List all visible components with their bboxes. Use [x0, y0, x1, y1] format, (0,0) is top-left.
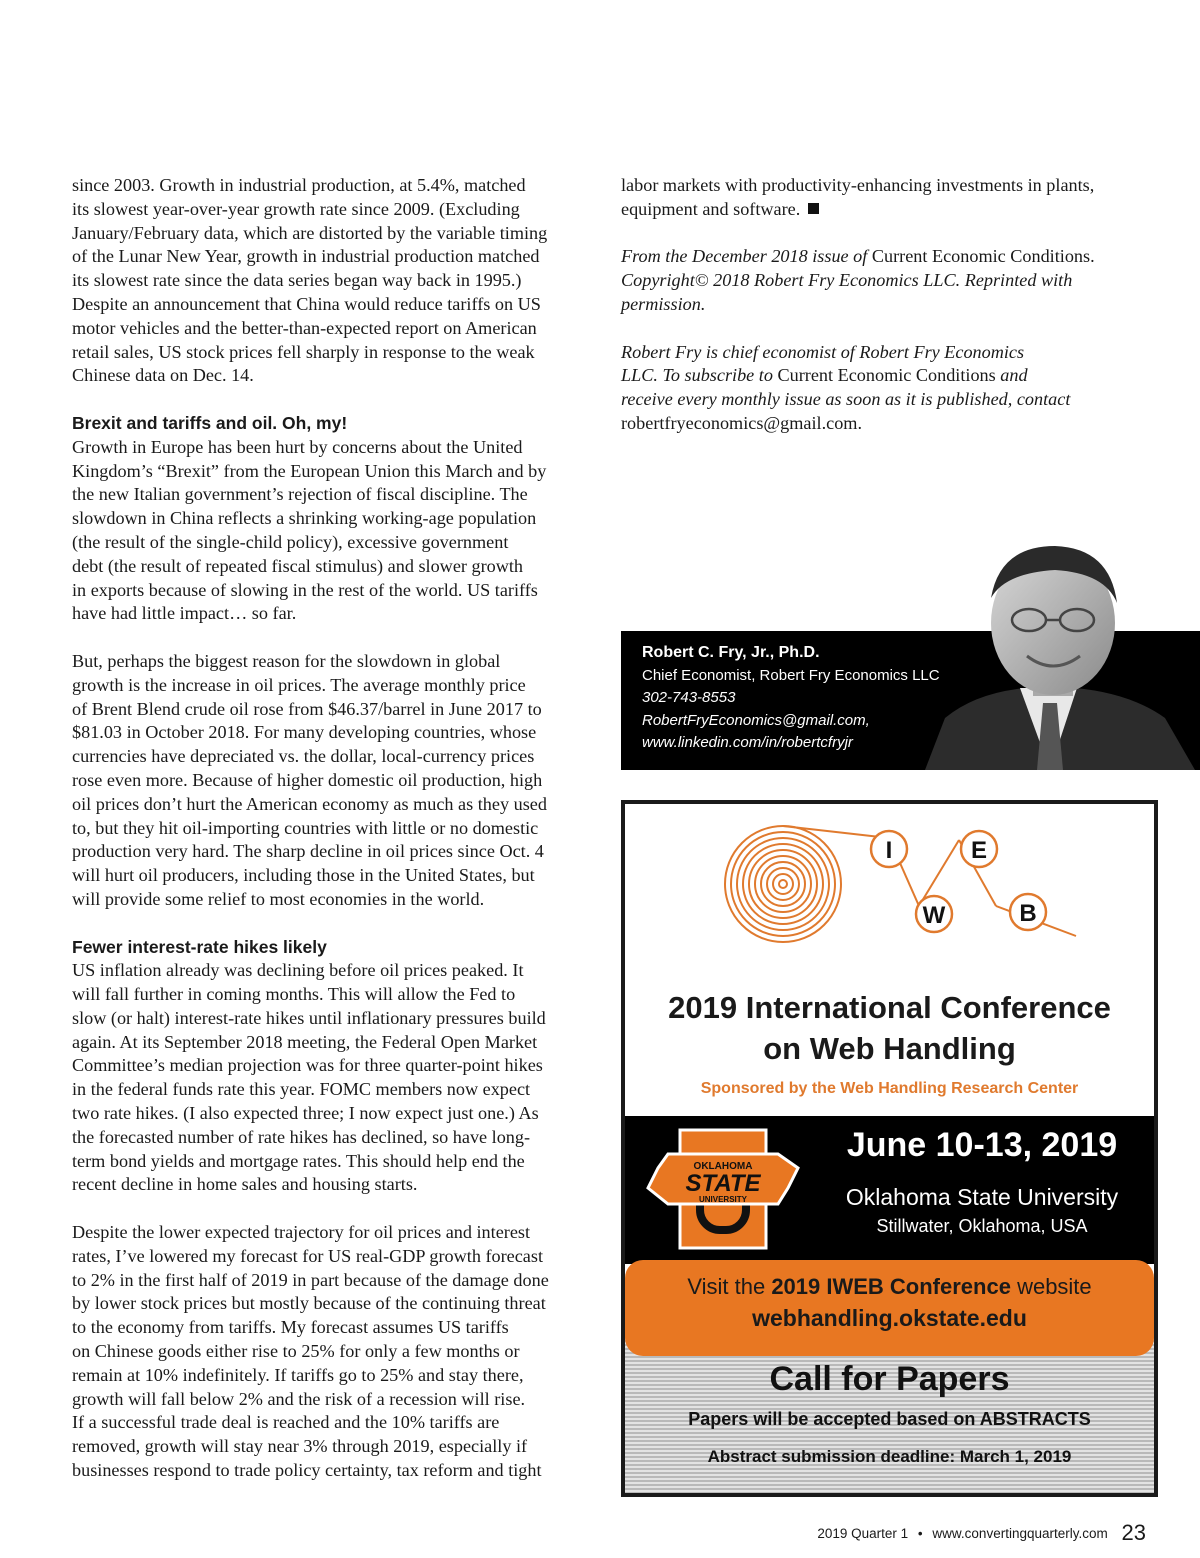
paragraph-line: Despite an announcement that China would reduce tariffs on US	[72, 293, 541, 314]
conference-ad	[621, 800, 1158, 1497]
event-location: Stillwater, Oklahoma, USA	[876, 1216, 1088, 1236]
visit-text: Visit the 2019 IWEB Conference website	[687, 1274, 1092, 1299]
paragraph-line: recent decline in home sales and housing starts.	[72, 1174, 418, 1195]
logo-letter: E	[970, 837, 988, 864]
paragraph-line: to the economy from tariffs. My forecast assumes US tariffs	[72, 1317, 509, 1338]
author-note: Robert Fry is chief economist of Robert Fry Economics LLC. To subscribe to Current Economic Conditions and receive every monthly issue as soon as it is published, contact robertfryeconomics@gmail.com.	[621, 341, 1181, 436]
conference-url-link[interactable]: webhandling.okstate.edu	[752, 1305, 1027, 1331]
paragraph-line: production very hard. The sharp decline in oil prices since Oct. 4	[72, 841, 544, 862]
author-phone[interactable]: 302-743-8553	[642, 689, 736, 706]
paragraph-line: the new Italian government’s rejection of fiscal discipline. The	[72, 484, 528, 505]
paragraph-line: retail sales, US stock prices fell sharply in response to the weak	[72, 341, 535, 362]
paragraph-oil-prices	[72, 650, 600, 912]
paragraph-line: equipment and software.	[621, 198, 1181, 222]
subheading-brexit: Brexit and tariffs and oil. Oh, my!	[72, 412, 348, 433]
author-contact	[642, 642, 940, 755]
paragraph-line: January/February data, which are distorted by the variable timing	[72, 222, 548, 243]
call-for-papers: Call for Papers	[769, 1360, 1010, 1398]
ad-event-band	[625, 1116, 1154, 1264]
paragraph-line: will fall further in coming months. This will allow the Fed to	[72, 984, 516, 1005]
event-university: Oklahoma State University	[845, 1184, 1119, 1210]
svg-text:STATE: STATE	[685, 1170, 761, 1197]
abstracts-note: Papers will be accepted based on ABSTRACTS	[688, 1409, 1091, 1429]
paragraph-line: its slowest rate since the data series began way back in 1995.)	[72, 270, 522, 291]
event-dates: June 10-13, 2019	[846, 1126, 1118, 1164]
subheading-rate-hikes: Fewer interest-rate hikes likely	[72, 936, 327, 957]
left-column	[72, 174, 600, 1483]
paragraph-line: Kingdom’s “Brexit” from the European Union this March and by	[72, 460, 547, 481]
page-footer	[0, 1520, 1146, 1546]
paragraph-line: will hurt oil producers, including those in the United States, but	[72, 865, 535, 886]
paragraph-line: have had little impact… so far.	[72, 603, 297, 624]
logo-letter: W	[922, 902, 946, 929]
paragraph-line: debt (the result of repeated fiscal stimulus) and slower growth	[72, 555, 524, 576]
paragraph-line: slow (or halt) interest-rate hikes until inflationary pressures build	[72, 1007, 546, 1028]
paragraph-europe-growth	[72, 436, 600, 626]
osu-seal-icon	[638, 1124, 808, 1254]
author-email-link[interactable]: robertfryeconomics@gmail.com.	[621, 412, 862, 433]
paragraph-line: since 2003. Growth in industrial production, at 5.4%, matched	[72, 175, 526, 195]
paragraph-line: to 2% in the first half of 2019 in part because of the damage done	[72, 1269, 549, 1290]
svg-text:UNIVERSITY: UNIVERSITY	[698, 1195, 748, 1204]
paragraph-line: Committee’s median projection was for three quarter-point hikes	[72, 1055, 543, 1076]
paragraph-line: on Chinese goods either rise to 25% for only a few months or	[72, 1341, 520, 1362]
paragraph-line: Growth in Europe has been hurt by concerns about the United	[72, 436, 523, 457]
paragraph-line: term bond yields and mortgage rates. This should help end the	[72, 1150, 525, 1171]
reprint-credit: From the December 2018 issue of Current Economic Conditions. Copyright© 2018 Robert Fry Economics LLC. Reprinted with permission.	[621, 246, 1095, 314]
paragraph-line: by lower stock prices but mostly because of the continuing threat	[72, 1293, 546, 1314]
footer-bullet: •	[917, 1526, 923, 1541]
paragraph-line: of Brent Blend crude oil rose from $46.37/barrel in June 2017 to	[72, 698, 542, 719]
site-link[interactable]: www.convertingquarterly.com	[932, 1526, 1108, 1541]
paragraph-line: Chinese data on Dec. 14.	[72, 365, 254, 386]
paragraph-line: motor vehicles and the better-than-expected report on American	[72, 317, 537, 338]
paragraph-line: will provide some relief to most economies in the world.	[72, 888, 485, 909]
author-linkedin[interactable]: www.linkedin.com/in/robertcfryjr	[642, 734, 853, 751]
paragraph-line: But, perhaps the biggest reason for the slowdown in global	[72, 650, 501, 671]
ad-sponsor: Sponsored by the Web Handling Research Center	[700, 1080, 1079, 1097]
right-column	[621, 174, 1181, 436]
paragraph-line: US inflation already was declining before oil prices peaked. It	[72, 960, 524, 981]
paragraph-line: again. At its September 2018 meeting, the Federal Open Market	[72, 1031, 538, 1052]
paragraph-line: remain at 10% indefinitely. If tariffs go to 25% and stay there,	[72, 1364, 524, 1385]
paragraph-line: in exports because of slowing in the rest of the world. US tariffs	[72, 579, 538, 600]
svg-text:OKLAHOMA: OKLAHOMA	[693, 1161, 753, 1172]
paragraph-line: rose even more. Because of higher domestic oil production, high	[72, 769, 543, 790]
paragraph-forecast	[72, 1221, 600, 1483]
paragraph-industrial-production	[72, 174, 600, 388]
paragraph-line: slowdown in China reflects a shrinking working-age population	[72, 508, 537, 529]
paragraph-line: rates, I’ve lowered my forecast for US real-GDP growth forecast	[72, 1245, 544, 1266]
author-email[interactable]: RobertFryEconomics@gmail.com,	[642, 711, 870, 729]
paragraph-line: oil prices don’t hurt the American economy as much as they used	[72, 793, 547, 814]
ad-title: 2019 International Conference on Web Handling	[668, 990, 1111, 1066]
issue-label: 2019 Quarter 1	[817, 1526, 909, 1541]
paragraph-line: growth will fall below 2% and the risk of a recession will rise.	[72, 1388, 526, 1409]
abstract-deadline: Abstract submission deadline: March 1, 2019	[707, 1447, 1072, 1466]
paragraph-line: of the Lunar New Year, growth in industrial production matched	[72, 246, 540, 267]
paragraph-line: to, but they hit oil-importing countries with little or no domestic	[72, 817, 539, 838]
author-portrait	[905, 528, 1200, 770]
paragraph-line: its slowest year-over-year growth rate since 2009. (Excluding	[72, 198, 520, 219]
paragraph-line: removed, growth will stay near 3% through 2019, especially if	[72, 1436, 528, 1457]
author-name: Robert C. Fry, Jr., Ph.D.	[642, 644, 820, 661]
end-mark-icon	[808, 203, 819, 214]
iweb-logo	[721, 816, 1081, 946]
logo-letter: B	[1019, 900, 1037, 927]
paragraph-inflation	[72, 959, 600, 1197]
paragraph-line: businesses respond to trade policy certainty, tax reform and tight	[72, 1460, 542, 1481]
paragraph-line: growth is the increase in oil prices. The average monthly price	[72, 674, 526, 695]
paragraph-line: If a successful trade deal is reached and the 10% tariffs are	[72, 1412, 500, 1433]
logo-letter: I	[885, 837, 893, 864]
paragraph-line: (the result of the single-child policy), excessive government	[72, 531, 509, 552]
paragraph-line: in the federal funds rate this year. FOMC members now expect	[72, 1079, 531, 1100]
author-title: Chief Economist, Robert Fry Economics LLC	[642, 666, 940, 684]
paragraph-line: two rate hikes. (I also expected three; I now expect just one.) As	[72, 1103, 539, 1124]
paragraph-line: Despite the lower expected trajectory for oil prices and interest	[72, 1222, 531, 1243]
paragraph-line: labor markets with productivity-enhancing investments in plants,	[621, 175, 1095, 195]
page-number: 23	[1121, 1520, 1146, 1545]
paragraph-line: the forecasted number of rate hikes has declined, so have long-	[72, 1126, 531, 1147]
paragraph-line: $81.03 in October 2018. For many developing countries, whose	[72, 722, 537, 743]
ad-website-panel	[625, 1260, 1154, 1356]
paragraph-line: currencies have depreciated vs. the dollar, local-currency prices	[72, 746, 535, 767]
